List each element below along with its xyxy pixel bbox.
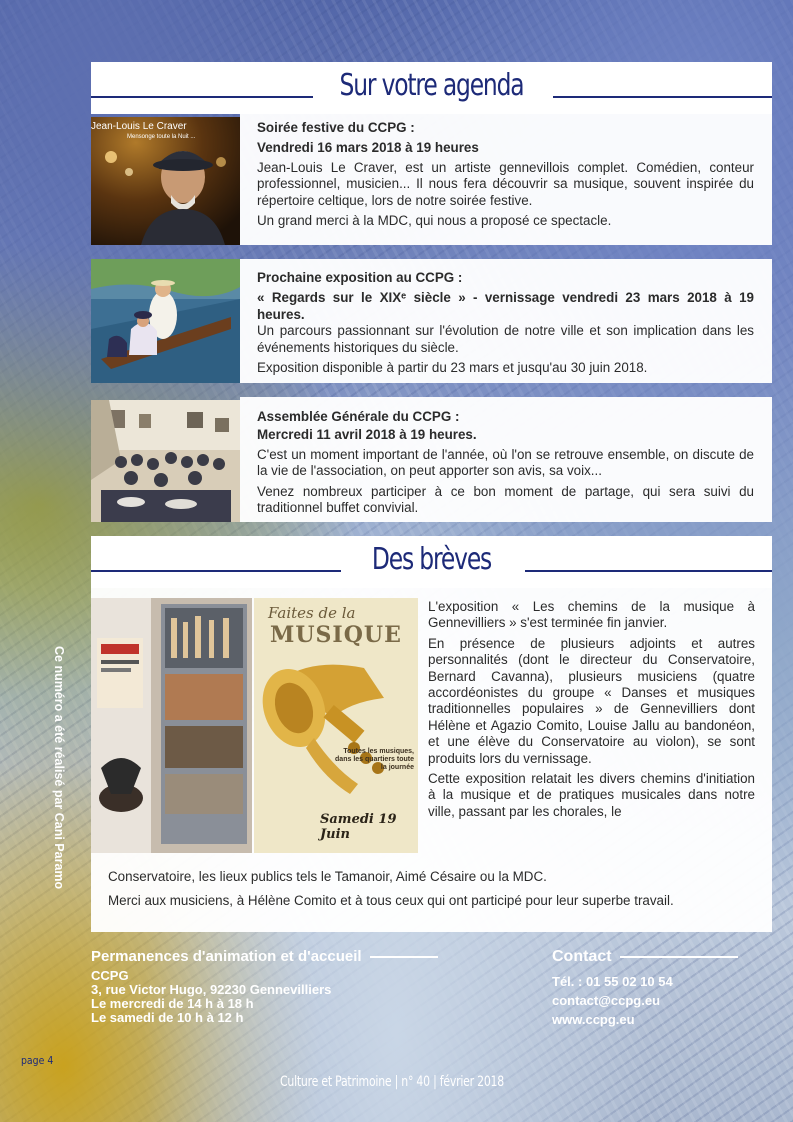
- event-1-date: Vendredi 16 mars 2018 à 19 heures: [257, 140, 479, 156]
- contact-rule: [620, 956, 738, 958]
- poster-title-line-1: Faites de la: [268, 604, 356, 622]
- breves-paragraph: L'exposition « Les chemins de la musique à Gennevilliers » s'est terminée fin janvier.: [428, 599, 755, 631]
- assembly-photo-image: [91, 400, 240, 522]
- contact-email-link[interactable]: contact@ccpg.eu: [552, 993, 661, 1008]
- issue-footer-line: Culture et Patrimoine | n° 40 | février 2018: [280, 1074, 504, 1090]
- poster-date: Samedi 19 Juin: [320, 812, 397, 842]
- breves-wide-paragraph: Merci aux musiciens, à Hélène Comito et à tous ceux qui ont participé pour leur superbe travail.: [108, 893, 674, 909]
- poster-body-text: Toutes les musiques, dans les quartiers toute la journée: [335, 748, 414, 771]
- agenda-title: Sur votre agenda: [339, 68, 524, 103]
- event-1-text: [257, 120, 754, 233]
- breves-text-wide: [108, 869, 768, 914]
- exhibition-photo: [91, 598, 252, 853]
- address-line: 3, rue Victor Hugo, 92230 Gennevilliers: [91, 982, 332, 997]
- breves-paragraph: Cette exposition relatait les divers chemins d'initiation à la musique et de pratiques musicales dans notre ville, passant par les chorales, le: [428, 771, 755, 819]
- event-3-text: [257, 409, 754, 520]
- boating-painting-image: [91, 259, 240, 383]
- issue-credit-vertical: Ce numéro a été réalisé par Cani Paramo: [52, 646, 66, 890]
- breves-section-header: [91, 536, 772, 588]
- event-2-paragraph: Un parcours passionnant sur l'évolution de notre ville et son implication dans les événements historiques du siècle.: [257, 323, 754, 355]
- event-2-painting: [91, 259, 240, 383]
- page-number: page 4: [21, 1054, 54, 1067]
- poster-title-line-2: MUSIQUE: [270, 622, 402, 648]
- address-line: Le mercredi de 14 h à 18 h: [91, 996, 254, 1011]
- permanences-heading-row: [91, 948, 531, 965]
- contact-details: [552, 972, 772, 1029]
- breves-wide-paragraph: Conservatoire, les lieux publics tels le Tamanoir, Aimé Césaire ou la MDC.: [108, 869, 547, 884]
- address-line: Le samedi de 10 h à 12 h: [91, 1010, 244, 1025]
- permanences-address: [91, 969, 531, 1025]
- address-line: CCPG: [91, 968, 129, 983]
- agenda-section-header: [91, 62, 772, 114]
- contact-heading-row: [552, 948, 772, 966]
- event-1-heading: Soirée festive du CCPG :: [257, 120, 415, 135]
- event-2-subheading: « Regards sur le XIXᵉ siècle » - vernissage vendredi 23 mars 2018 à 19 heures.: [257, 290, 754, 322]
- event-3-paragraph: C'est un moment important de l'année, où l'on se retrouve ensemble, on discute de la vie de l'association, on peut apporter son avis, sa voix...: [257, 446, 754, 479]
- event-1-photo-subcaption: Mensonge toute la Nuit ...: [127, 134, 196, 140]
- event-1-photo: [91, 117, 240, 245]
- fete-musique-poster: [254, 598, 418, 853]
- event-1-paragraph: Un grand merci à la MDC, qui nous a proposé ce spectacle.: [257, 213, 612, 229]
- event-2-text: [257, 270, 754, 380]
- event-2-paragraph: Exposition disponible à partir du 23 mars et jusqu'au 30 juin 2018.: [257, 360, 648, 376]
- contact-website-link[interactable]: www.ccpg.eu: [552, 1012, 635, 1027]
- permanences-block: [91, 948, 531, 1025]
- exhibition-showcase-image: [91, 598, 252, 853]
- event-3-heading: Assemblée Générale du CCPG :: [257, 409, 460, 424]
- breves-title: Des brèves: [371, 542, 492, 577]
- event-2-heading: Prochaine exposition au CCPG :: [257, 270, 463, 285]
- contact-block: [552, 948, 772, 1029]
- breves-paragraph: En présence de plusieurs adjoints et autres personnalités (dont le directeur du Conservatoire, Bernard Cavanna), plusieurs musiciens (quatre accordéonistes du groupe « Danses et musiques traditionnelles populaires » de Gennevilliers dont Hélène et Agazio Comito, Louise Jallu au bandonéon, et une élève du Conservatoire au violon), se sont produits lors du vernissage.: [428, 635, 755, 766]
- contact-phone: Tél. : 01 55 02 10 54: [552, 974, 673, 989]
- permanences-title: Permanences d'animation et d'accueil: [91, 948, 362, 965]
- breves-text-column: [428, 599, 755, 820]
- event-3-date: Mercredi 11 avril 2018 à 19 heures.: [257, 427, 477, 443]
- event-3-photo: [91, 400, 240, 522]
- event-1-paragraph: Jean-Louis Le Craver, est un artiste gennevillois complet. Comédien, conteur professionnel, musicien... Il nous fera découvrir sa musique, souvent inspirée du répertoire celtique, lors de notre soirée festive.: [257, 159, 754, 208]
- permanences-rule: [370, 956, 438, 958]
- contact-title: Contact: [552, 948, 612, 965]
- event-3-paragraph: Venez nombreux participer à ce bon moment de partage, qui sera suivi du traditionnel buffet convivial.: [257, 483, 754, 516]
- event-1-photo-caption: Jean-Louis Le Craver: [91, 121, 187, 132]
